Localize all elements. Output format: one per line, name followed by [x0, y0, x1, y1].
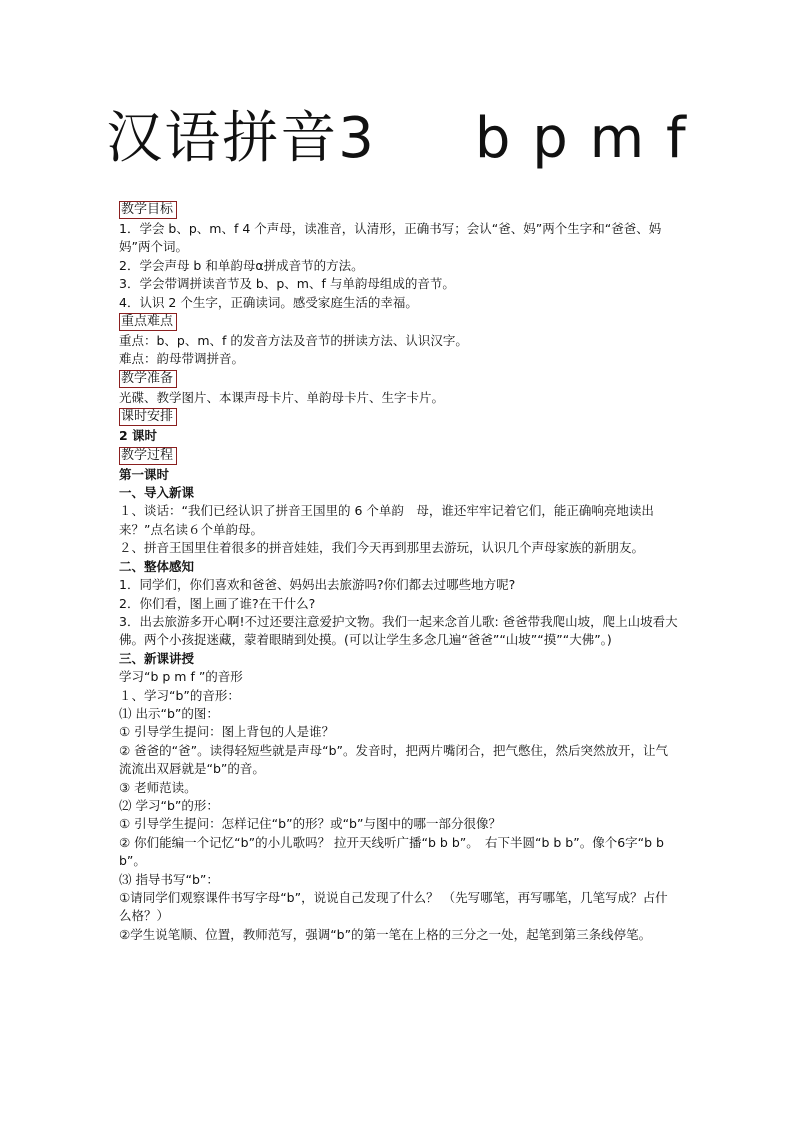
- section-heading-process: 教学过程: [119, 447, 177, 465]
- section-heading-preparation: 教学准备: [119, 370, 177, 388]
- section-heading-schedule: 课时安排: [119, 408, 177, 426]
- key-point: 重点：b、p、m、f 的发音方法及音节的拼读方法、认识汉字。: [119, 333, 468, 349]
- paragraph: １、学习“b”的音形：: [119, 687, 240, 703]
- lesson-heading: 第一课时: [119, 466, 170, 482]
- paragraph: ⑶ 指导书写“b”：: [119, 871, 219, 887]
- part-heading: 二、整体感知: [119, 558, 195, 574]
- goal-item: 4．认识 2 个生字，正确读词。感受家庭生活的幸福。: [119, 294, 418, 310]
- part-heading: 一、导入新课: [119, 485, 195, 501]
- paragraph: ② 你们能编一个记忆“b”的小儿歌吗？ 拉开天线听广播“b b b”。 右下半圆“b b b”。像个6字“b b b”。: [119, 834, 664, 869]
- paragraph: ② 爸爸的“爸”。读得轻短些就是声母“b”。发音时，把两片嘴闭合，把气憋住，然后突然放开，让气流流出双唇就是“b”的音。: [119, 742, 669, 777]
- paragraph: 学习“b p m f ”的音形: [119, 669, 243, 685]
- paragraph: 2．你们看，图上画了谁?在干什么?: [119, 595, 316, 611]
- goal-item: 3．学会带调拼读音节及 b、p、m、f 与单韵母组成的音节。: [119, 276, 455, 292]
- paragraph: ①请同学们观察课件书写字母“b”，说说自己发现了什么？ （先写哪笔，再写哪笔，几笔写成？占什么格？）: [119, 890, 668, 924]
- paragraph: ① 引导学生提问：怎样记住“b”的形？或“b”与图中的哪一部分很像？: [119, 816, 501, 832]
- goal-item: 1．学会 b、p、m、f 4 个声母，读准音，认清形，正确书写；会认“爸、妈”两个生字和“爸爸、妈妈”两个词。: [119, 221, 662, 255]
- part-heading: 三、新课讲授: [119, 650, 195, 666]
- schedule-text: 2 课时: [119, 428, 158, 444]
- paragraph: 3．出去旅游多开心啊!不过还要注意爱护文物。我们一起来念首儿歌: 爸爸带我爬山坡，爬上山坡看大佛。两个小孩捉迷藏，蒙着眼睛到处摸。(可以让学生多念几遍“爸爸”“山坡”“摸”“大佛”。): [119, 613, 678, 648]
- paragraph: ２、拼音王国里住着很多的拼音娃娃，我们今天再到那里去游玩，认识几个声母家族的新朋友。: [119, 540, 645, 556]
- document-body: [119, 200, 679, 944]
- section-heading-goals: 教学目标: [119, 201, 177, 219]
- goal-item: 2．学会声母 b 和单韵母α拼成音节的方法。: [119, 257, 364, 273]
- key-point: 难点：韵母带调拼音。: [119, 351, 245, 367]
- page-title: 汉语拼音3 b p m f: [106, 106, 688, 171]
- paragraph: 1．同学们，你们喜欢和爸爸、妈妈出去旅游吗?你们都去过哪些地方呢?: [119, 577, 516, 593]
- paragraph: ① 引导学生提问：图上背包的人是谁？: [119, 724, 335, 740]
- preparation-text: 光碟、教学图片、本课声母卡片、单韵母卡片、生字卡片。: [119, 389, 445, 405]
- paragraph: ②学生说笔顺、位置，教师范写，强调“b”的第一笔在上格的三分之一处，起笔到第三条线停笔。: [119, 926, 652, 942]
- section-heading-key-points: 重点难点: [119, 313, 177, 331]
- paragraph: １、谈话：“我们已经认识了拼音王国里的 6 个单韵 母，谁还牢牢记着它们，能正确响亮地读出来？”点名读６个单韵母。: [119, 503, 654, 537]
- paragraph: ③ 老师范读。: [119, 779, 197, 795]
- paragraph: ⑴ 出示“b”的图：: [119, 705, 219, 721]
- paragraph: ⑵ 学习“b”的形：: [119, 797, 219, 813]
